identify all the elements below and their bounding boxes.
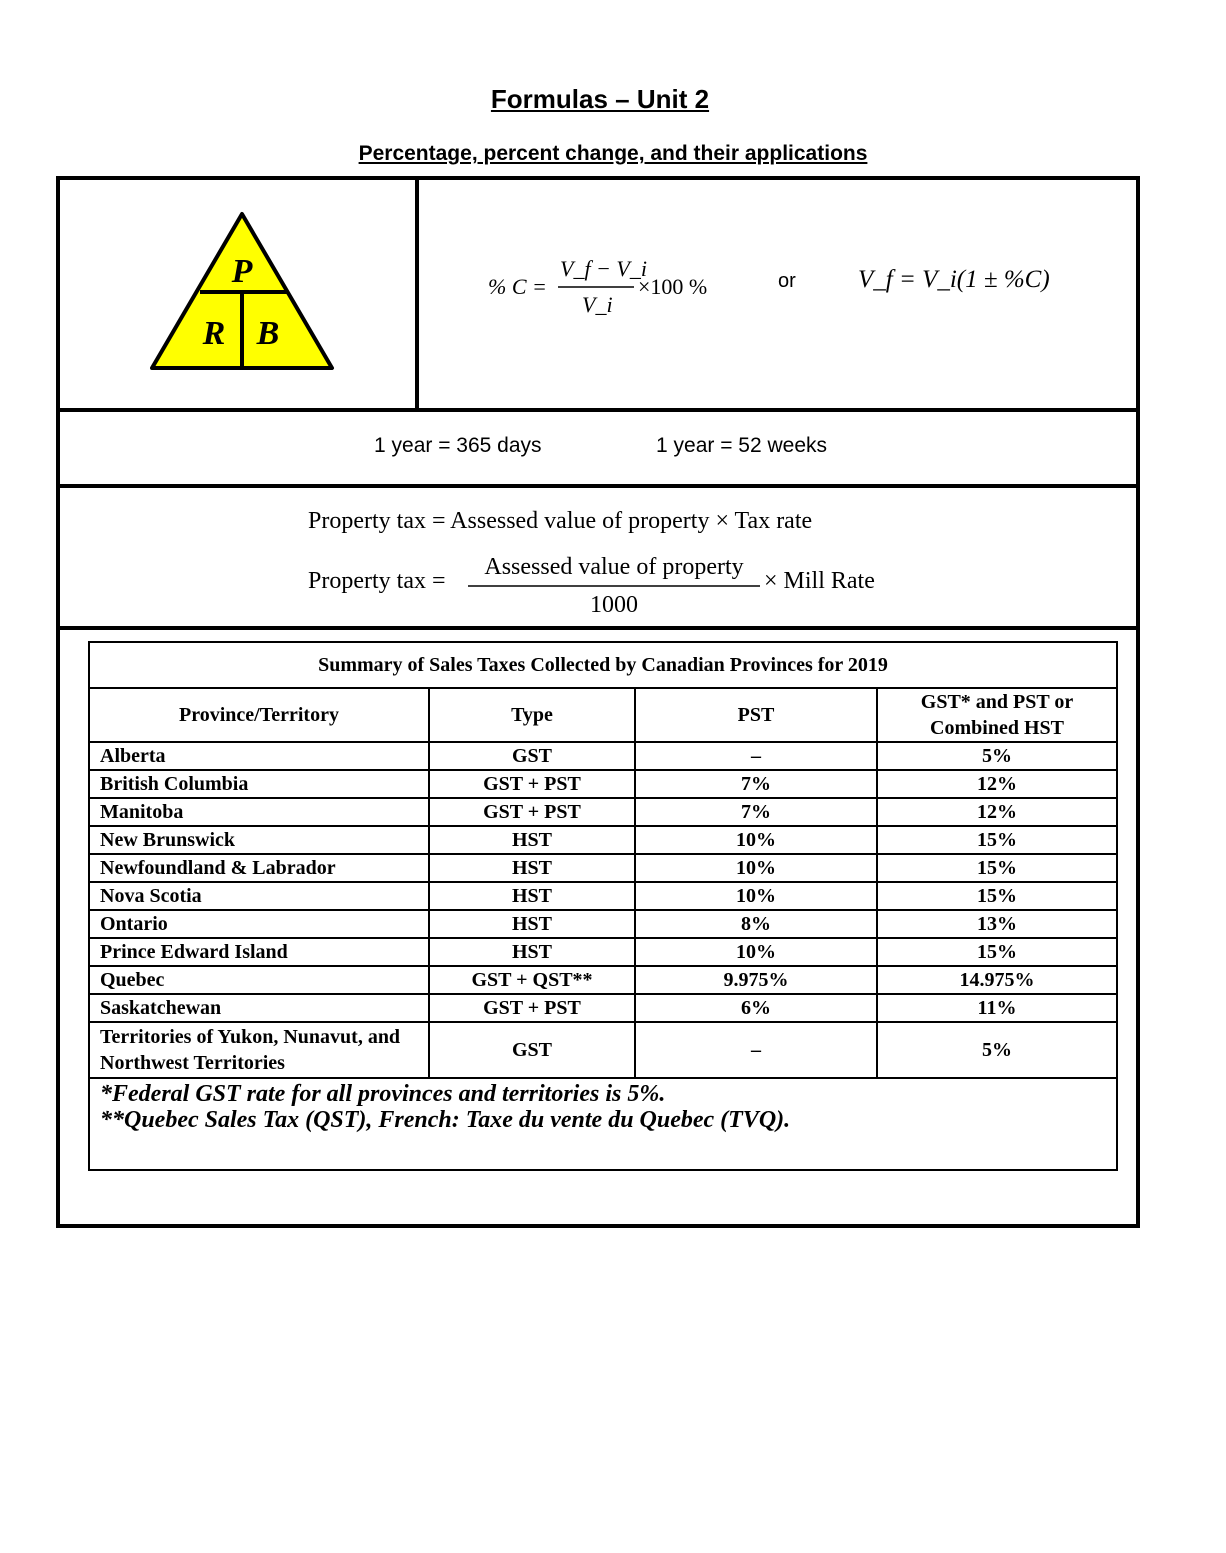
header-combined: GST* and PST or Combined HST [877, 688, 1117, 742]
sales-tax-table [88, 641, 1118, 1171]
table-row [89, 770, 1117, 798]
combined-cell: 13% [877, 910, 1117, 938]
province-cell: Prince Edward Island [89, 938, 429, 966]
type-cell: GST + PST [429, 798, 635, 826]
or-word: or [778, 270, 796, 292]
table-caption: Summary of Sales Taxes Collected by Canadian Provinces for 2019 [89, 642, 1117, 688]
pst-cell: – [635, 1022, 877, 1078]
table-row [89, 826, 1117, 854]
type-cell: GST [429, 742, 635, 770]
type-cell: GST + PST [429, 770, 635, 798]
gst-footnote: *Federal GST rate for all provinces and territories is 5%. [100, 1081, 666, 1107]
type-cell: HST [429, 910, 635, 938]
table-row [89, 798, 1117, 826]
triangle-label-r: R [202, 315, 226, 352]
pst-cell: 8% [635, 910, 877, 938]
province-cell: Territories of Yukon, Nunavut, and Northwest Territories [89, 1022, 429, 1078]
type-cell: HST [429, 854, 635, 882]
table-row [89, 1022, 1117, 1078]
combined-cell: 14.975% [877, 966, 1117, 994]
pst-cell: 10% [635, 938, 877, 966]
header-type: Type [429, 688, 635, 742]
table-row [89, 994, 1117, 1022]
triangle-cell [60, 180, 419, 408]
percent-change-fraction [556, 252, 647, 318]
year-days-conversion: 1 year = 365 days [374, 434, 542, 457]
combined-cell: 5% [877, 1022, 1117, 1078]
province-cell: New Brunswick [89, 826, 429, 854]
province-cell: Saskatchewan [89, 994, 429, 1022]
table-notes-row [89, 1078, 1117, 1170]
table-row [89, 854, 1117, 882]
table-caption-row [89, 642, 1117, 688]
property-tax-mill-rate: × Mill Rate [764, 568, 875, 594]
type-cell: HST [429, 826, 635, 854]
triangle-label-p: P [231, 253, 253, 290]
province-cell: Alberta [89, 742, 429, 770]
percent-change-numerator: V_f − V_i [560, 256, 647, 281]
prb-triangle-diagram [148, 208, 338, 372]
province-cell: Nova Scotia [89, 882, 429, 910]
page-subtitle: Percentage, percent change, and their applications [358, 142, 868, 165]
percent-change-times: ×100 % [638, 274, 708, 299]
triangle-label-b: B [256, 315, 280, 352]
province-cell: Manitoba [89, 798, 429, 826]
property-tax-fraction [466, 546, 762, 618]
property-tax-lhs: Property tax = [308, 568, 446, 594]
type-cell: GST [429, 1022, 635, 1078]
combined-cell: 12% [877, 798, 1117, 826]
header-province: Province/Territory [89, 688, 429, 742]
type-cell: HST [429, 938, 635, 966]
combined-cell: 15% [877, 854, 1117, 882]
province-cell: Ontario [89, 910, 429, 938]
year-weeks-conversion: 1 year = 52 weeks [656, 434, 828, 457]
table-row [89, 910, 1117, 938]
table-row [89, 938, 1117, 966]
table-header-row [89, 688, 1117, 742]
pst-cell: 9.975% [635, 966, 877, 994]
province-cell: Newfoundland & Labrador [89, 854, 429, 882]
table-row [89, 966, 1117, 994]
property-tax-formula-rate: Property tax = Assessed value of property × Tax rate [308, 508, 813, 534]
table-notes [89, 1078, 1117, 1170]
type-cell: GST + QST** [429, 966, 635, 994]
combined-cell: 11% [877, 994, 1117, 1022]
page-title: Formulas – Unit 2 [490, 84, 710, 114]
pst-cell: 10% [635, 882, 877, 910]
table-row [89, 742, 1117, 770]
combined-cell: 15% [877, 938, 1117, 966]
type-cell: GST + PST [429, 994, 635, 1022]
qst-footnote: **Quebec Sales Tax (QST), French: Taxe du vente du Quebec (TVQ). [100, 1107, 791, 1133]
pst-cell: 10% [635, 854, 877, 882]
combined-cell: 15% [877, 882, 1117, 910]
province-cell: Quebec [89, 966, 429, 994]
type-cell: HST [429, 882, 635, 910]
table-row [89, 882, 1117, 910]
property-tax-numerator: Assessed value of property [484, 554, 744, 580]
province-cell: British Columbia [89, 770, 429, 798]
property-tax-denominator: 1000 [590, 592, 638, 618]
percent-change-lhs: % C = [488, 274, 547, 299]
combined-cell: 12% [877, 770, 1117, 798]
final-value-formula: V_f = V_i(1 ± %C) [858, 266, 1050, 293]
combined-cell: 5% [877, 742, 1117, 770]
pst-cell: – [635, 742, 877, 770]
time-conversion-row [60, 412, 1136, 488]
pst-cell: 7% [635, 798, 877, 826]
percent-change-row [60, 180, 1136, 412]
combined-cell: 15% [877, 826, 1117, 854]
pst-cell: 10% [635, 826, 877, 854]
pst-cell: 7% [635, 770, 877, 798]
percent-change-denominator: V_i [582, 292, 613, 317]
header-pst: PST [635, 688, 877, 742]
pst-cell: 6% [635, 994, 877, 1022]
